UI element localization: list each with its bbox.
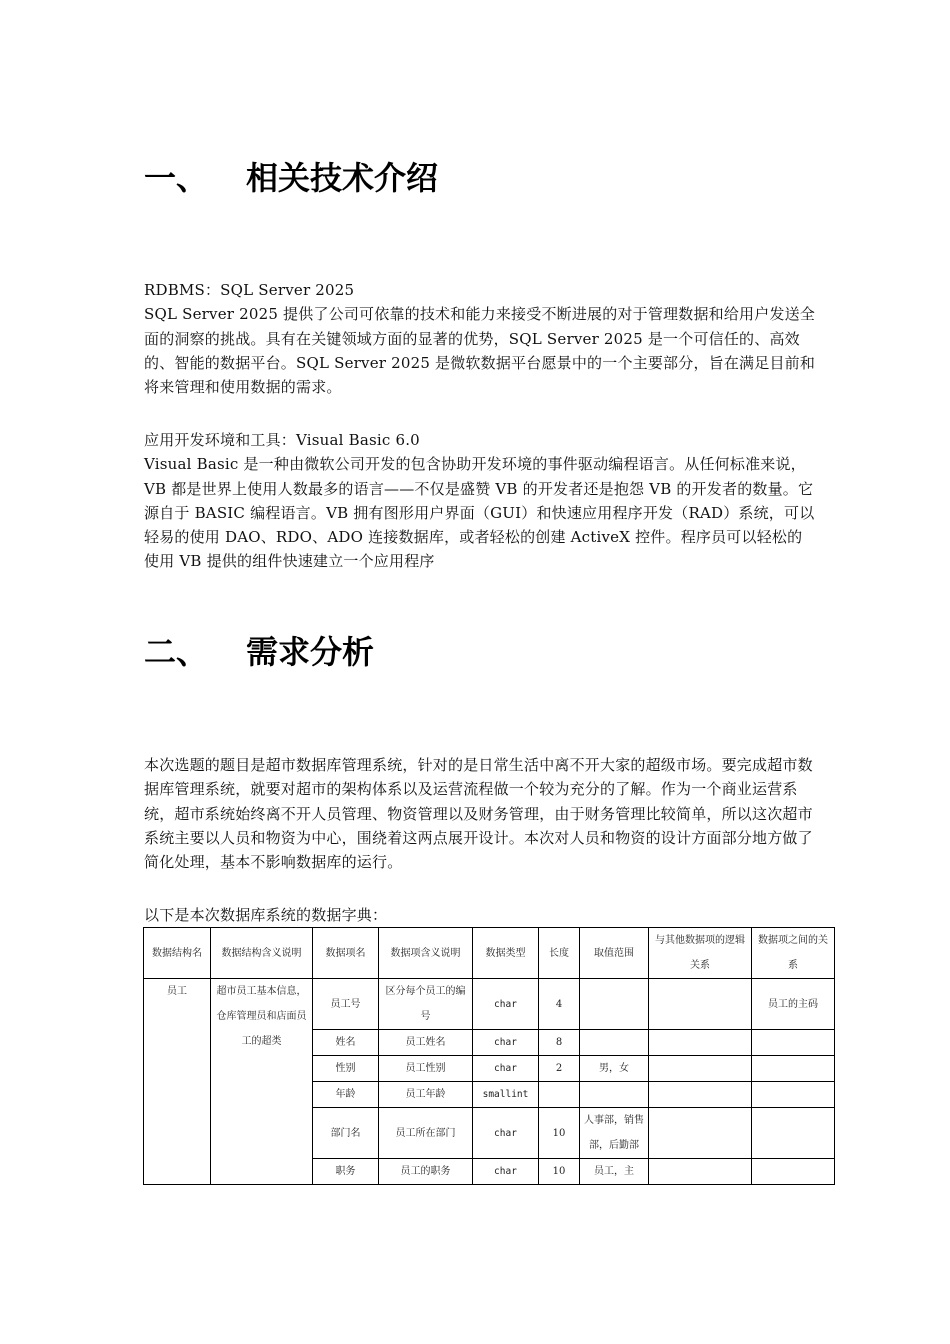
relation-cell [752,1030,835,1056]
section1-body [144,278,816,399]
structure-name-cell: 员工 [144,979,211,1185]
rdbms-paragraph: SQL Server 2025 提供了公司可依靠的技术和能力来接受不断进展的对于管理数据和给用户发送全面的洞察的挑战。具有在关键领域方面的显著的优势，SQL Server 2025 是一个可信任的、高效的、智能的数据平台。SQL Server 2025 是微软数据平台愿景中的一个主要部分，旨在满足目前和将来管理和使用数据的需求。 [144,305,816,397]
data-dictionary-table [143,927,835,1185]
relation-cell: 员工的主码 [752,979,835,1030]
length-cell: 4 [539,979,580,1030]
type-cell: char [473,1108,539,1159]
type-cell: char [473,1030,539,1056]
item-cell: 部门名 [313,1108,379,1159]
relation-cell [752,1108,835,1159]
range-cell [580,979,649,1030]
range-cell: 男，女 [580,1056,649,1082]
logic-cell [649,1082,752,1108]
range-cell: 人事部，销售部，后勤部 [580,1108,649,1159]
item-cell: 职务 [313,1159,379,1185]
section2-title: 需求分析 [246,633,375,671]
relation-cell [752,1082,835,1108]
logic-cell [649,1030,752,1056]
range-cell: 员工，主 [580,1159,649,1185]
structure-desc-cell: 超市员工基本信息，仓库管理员和店面员工的超类 [211,979,313,1185]
length-cell: 2 [539,1056,580,1082]
item-desc-cell: 员工姓名 [379,1030,473,1056]
tools-label: 应用开发环境和工具：Visual Basic 6.0 [144,431,420,449]
rdbms-label: RDBMS：SQL Server 2025 [144,281,355,299]
section2-number: 二、 [144,633,209,671]
header-cell: 数据结构名 [144,928,211,979]
item-cell: 姓名 [313,1030,379,1056]
logic-cell [649,1108,752,1159]
requirements-paragraph: 本次选题的题目是超市数据库管理系统，针对的是日常生活中离不开大家的超级市场。要完成超市数据库管理系统，就要对超市的架构体系以及运营流程做一个较为充分的了解。作为一个商业运营系统，超市系统始终离不开人员管理、物资管理以及财务管理，由于财务管理比较简单，所以这次超市系统主要以人员和物资为中心，围绕着这两点展开设计。本次对人员和物资的设计方面部分地方做了简化处理，基本不影响数据库的运行。 [144,756,813,872]
length-cell: 8 [539,1030,580,1056]
logic-cell [649,979,752,1030]
tools-paragraph: Visual Basic 是一种由微软公司开发的包含协助开发环境的事件驱动编程语言。从任何标准来说，VB 都是世界上使用人数最多的语言——不仅是盛赞 VB 的开发者还是抱怨 VB 的开发者的数量。它源自于 BASIC 编程语言。VB 拥有图形用户界面（GUI）和快速应用程序开发（RAD）系统，可以轻易的使用 DAO、RDO、ADO 连接数据库，或者轻松的创建 ActiveX 控件。程序员可以轻松的使用 VB 提供的组件快速建立一个应用程序 [144,455,815,571]
type-cell: smallint [473,1082,539,1108]
length-cell: 10 [539,1159,580,1185]
range-cell [580,1082,649,1108]
section1-number: 一、 [144,159,209,197]
range-cell [580,1030,649,1056]
item-cell: 年龄 [313,1082,379,1108]
logic-cell [649,1159,752,1185]
header-cell: 数据项之间的关系 [752,928,835,979]
data-dictionary-caption: 以下是本次数据库系统的数据字典： [144,906,388,924]
relation-cell [752,1056,835,1082]
item-desc-cell: 区分每个员工的编号 [379,979,473,1030]
section2-heading [144,632,374,672]
table-header-row [144,928,835,979]
header-cell: 数据项含义说明 [379,928,473,979]
type-cell: char [473,1159,539,1185]
type-cell: char [473,979,539,1030]
header-cell: 长度 [539,928,580,979]
item-cell: 员工号 [313,979,379,1030]
section1-heading [144,158,438,198]
length-cell [539,1082,580,1108]
item-cell: 性别 [313,1056,379,1082]
header-cell: 数据结构含义说明 [211,928,313,979]
header-cell: 数据项名 [313,928,379,979]
relation-cell [752,1159,835,1185]
item-desc-cell: 员工所在部门 [379,1108,473,1159]
header-cell: 与其他数据项的逻辑关系 [649,928,752,979]
item-desc-cell: 员工年龄 [379,1082,473,1108]
table-row [144,979,835,1030]
item-desc-cell: 员工的职务 [379,1159,473,1185]
section2-body [144,753,816,874]
header-cell: 取值范围 [580,928,649,979]
dict-caption-wrap [144,903,816,927]
type-cell: char [473,1056,539,1082]
section1-title: 相关技术介绍 [246,159,439,197]
item-desc-cell: 员工性别 [379,1056,473,1082]
logic-cell [649,1056,752,1082]
length-cell: 10 [539,1108,580,1159]
header-cell: 数据类型 [473,928,539,979]
tools-body [144,428,816,574]
